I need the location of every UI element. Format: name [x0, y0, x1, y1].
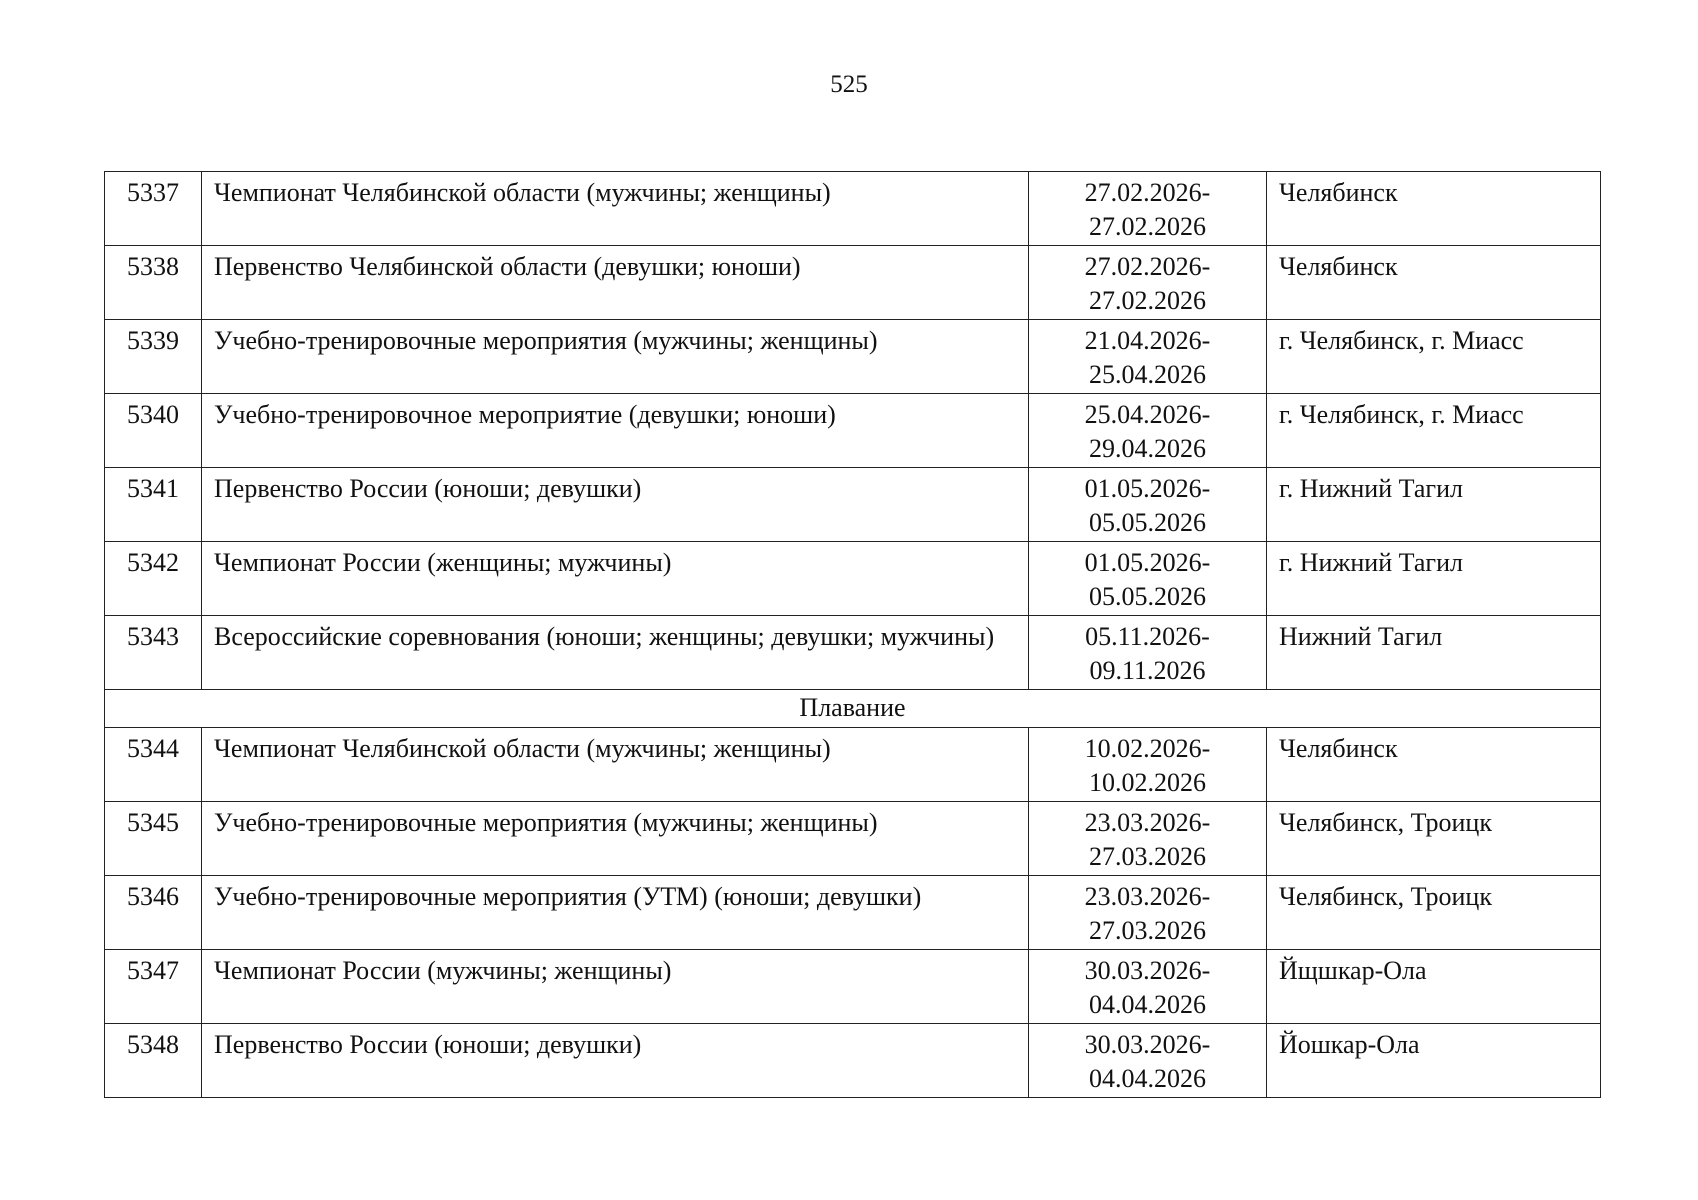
event-dates [1029, 468, 1267, 542]
event-date-from: 23.03.2026- [1084, 808, 1211, 837]
event-date-from: 23.03.2026- [1084, 882, 1211, 911]
event-date-to: 27.02.2026 [1089, 212, 1206, 241]
event-date-to: 05.05.2026 [1089, 582, 1206, 611]
event-number: 5337 [105, 172, 202, 246]
event-date-from: 30.03.2026- [1084, 956, 1211, 985]
event-place: Йошкар-Ола [1267, 1024, 1601, 1098]
event-name: Чемпионат Челябинской области (мужчины; женщины) [202, 172, 1029, 246]
event-number: 5343 [105, 616, 202, 690]
event-date-to: 10.02.2026 [1089, 768, 1206, 797]
event-place: Челябинск, Троицк [1267, 802, 1601, 876]
event-name: Чемпионат России (мужчины; женщины) [202, 950, 1029, 1024]
event-dates [1029, 172, 1267, 246]
event-date-from: 05.11.2026- [1085, 622, 1210, 651]
event-place: г. Челябинск, г. Миасс [1267, 394, 1601, 468]
table-row [105, 246, 1601, 320]
event-dates [1029, 394, 1267, 468]
event-dates [1029, 320, 1267, 394]
event-date-to: 27.03.2026 [1089, 842, 1206, 871]
event-date-from: 10.02.2026- [1084, 734, 1211, 763]
table-row [105, 542, 1601, 616]
event-date-from: 27.02.2026- [1084, 178, 1211, 207]
table-row [105, 950, 1601, 1024]
events-table [104, 171, 1601, 1098]
event-date-to: 05.05.2026 [1089, 508, 1206, 537]
event-name: Чемпионат России (женщины; мужчины) [202, 542, 1029, 616]
event-number: 5348 [105, 1024, 202, 1098]
section-title: Плавание [105, 690, 1601, 728]
event-name: Первенство Челябинской области (девушки; юноши) [202, 246, 1029, 320]
section-header-row [105, 690, 1601, 728]
event-date-to: 04.04.2026 [1089, 1064, 1206, 1093]
event-dates [1029, 616, 1267, 690]
event-dates [1029, 876, 1267, 950]
table-row [105, 468, 1601, 542]
event-date-from: 25.04.2026- [1084, 400, 1211, 429]
table-row [105, 728, 1601, 802]
event-date-to: 27.03.2026 [1089, 916, 1206, 945]
event-date-to: 25.04.2026 [1089, 360, 1206, 389]
event-name: Учебно-тренировочные мероприятия (мужчины; женщины) [202, 802, 1029, 876]
event-date-from: 01.05.2026- [1084, 474, 1211, 503]
event-name: Учебно-тренировочное мероприятие (девушки; юноши) [202, 394, 1029, 468]
event-place: Челябинск [1267, 246, 1601, 320]
event-date-from: 21.04.2026- [1084, 326, 1211, 355]
event-dates [1029, 246, 1267, 320]
event-place: г. Челябинск, г. Миасс [1267, 320, 1601, 394]
event-date-to: 27.02.2026 [1089, 286, 1206, 315]
event-number: 5339 [105, 320, 202, 394]
event-dates [1029, 802, 1267, 876]
table-row [105, 320, 1601, 394]
event-name: Учебно-тренировочные мероприятия (мужчины; женщины) [202, 320, 1029, 394]
event-number: 5342 [105, 542, 202, 616]
event-number: 5346 [105, 876, 202, 950]
event-date-to: 09.11.2026 [1089, 656, 1206, 685]
event-name: Первенство России (юноши; девушки) [202, 468, 1029, 542]
event-dates [1029, 728, 1267, 802]
event-date-from: 27.02.2026- [1084, 252, 1211, 281]
event-name: Всероссийские соревнования (юноши; женщины; девушки; мужчины) [202, 616, 1029, 690]
events-table-body [105, 172, 1601, 1098]
table-row [105, 876, 1601, 950]
event-number: 5340 [105, 394, 202, 468]
table-row [105, 172, 1601, 246]
event-place: Челябинск [1267, 172, 1601, 246]
event-place: Челябинск, Троицк [1267, 876, 1601, 950]
event-dates [1029, 950, 1267, 1024]
table-row [105, 394, 1601, 468]
event-date-from: 01.05.2026- [1084, 548, 1211, 577]
event-name: Учебно-тренировочные мероприятия (УТМ) (юноши; девушки) [202, 876, 1029, 950]
table-row [105, 1024, 1601, 1098]
event-date-from: 30.03.2026- [1084, 1030, 1211, 1059]
event-place: Челябинск [1267, 728, 1601, 802]
event-name: Первенство России (юноши; девушки) [202, 1024, 1029, 1098]
event-place: Нижний Тагил [1267, 616, 1601, 690]
event-place: г. Нижний Тагил [1267, 468, 1601, 542]
event-date-to: 04.04.2026 [1089, 990, 1206, 1019]
event-place: Йщшкар-Ола [1267, 950, 1601, 1024]
event-dates [1029, 1024, 1267, 1098]
event-number: 5347 [105, 950, 202, 1024]
event-name: Чемпионат Челябинской области (мужчины; женщины) [202, 728, 1029, 802]
event-number: 5341 [105, 468, 202, 542]
table-row [105, 616, 1601, 690]
event-number: 5344 [105, 728, 202, 802]
event-place: г. Нижний Тагил [1267, 542, 1601, 616]
event-date-to: 29.04.2026 [1089, 434, 1206, 463]
event-number: 5345 [105, 802, 202, 876]
event-dates [1029, 542, 1267, 616]
page-number: 525 [830, 71, 868, 98]
event-number: 5338 [105, 246, 202, 320]
table-row [105, 802, 1601, 876]
